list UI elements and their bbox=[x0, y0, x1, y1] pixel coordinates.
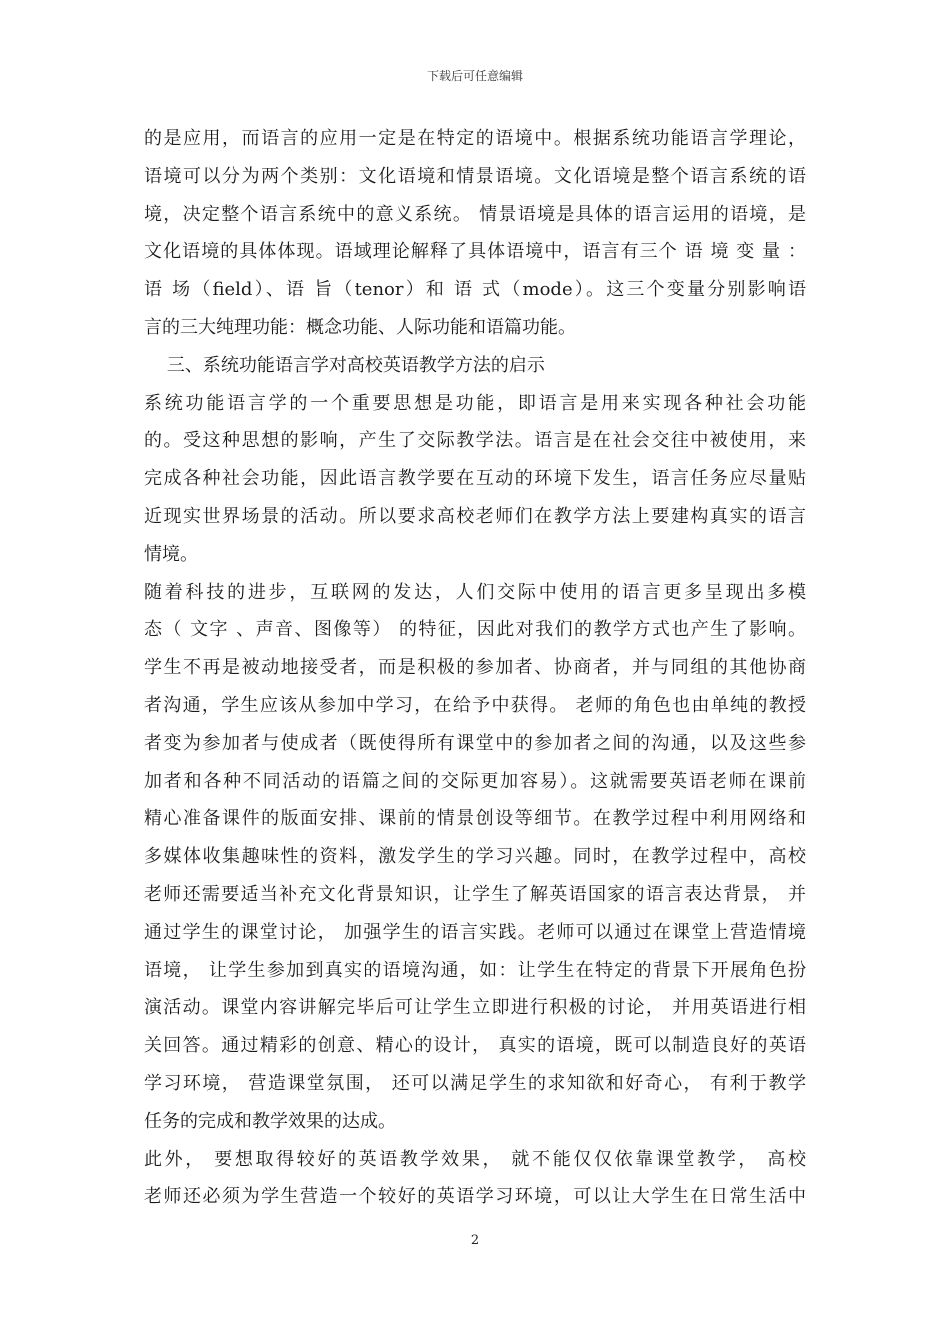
text-line: 语境可以分为两个类别：文化语境和情景语境。文化语境是整个语言系统的语 bbox=[144, 165, 806, 187]
text-line: 文化语境的具体体现。语域理论解释了具体语境中，语言有三个 语 境 变 量 ： bbox=[144, 241, 806, 263]
text-line: 近现实世界场景的活动。所以要求高校老师们在教学方法上要建构真实的语言 bbox=[144, 505, 806, 527]
page-number: 2 bbox=[470, 1233, 480, 1248]
text-line: 情境。 bbox=[144, 543, 198, 565]
text-line: 言的三大纯理功能：概念功能、人际功能和语篇功能。 bbox=[144, 316, 576, 338]
text-line: 精心准备课件的版面安排、课前的情景创设等细节。在教学过程中利用网络和 bbox=[144, 808, 806, 830]
text-line: 学生不再是被动地接受者，而是积极的参加者、协商者，并与同组的其他协商 bbox=[144, 657, 806, 679]
text-line: 者变为参加者与使成者（既使得所有课堂中的参加者之间的沟通，以及这些参 bbox=[144, 732, 806, 754]
body-text bbox=[144, 120, 806, 1216]
text-line: 的。受这种思想的影响，产生了交际教学法。语言是在社会交往中被使用，来 bbox=[144, 430, 806, 452]
text-line: 演活动。课堂内容讲解完毕后可让学生立即进行积极的讨论， 并用英语进行相 bbox=[144, 997, 806, 1019]
text-line: 任务的完成和教学效果的达成。 bbox=[144, 1110, 396, 1132]
text-line: 老师还必须为学生营造一个较好的英语学习环境，可以让大学生在日常生活中 bbox=[144, 1186, 806, 1208]
text-line: 通过学生的课堂讨论， 加强学生的语言实践。老师可以通过在课堂上营造情境 bbox=[144, 921, 806, 943]
text-line: 者沟通，学生应该从参加中学习，在给予中获得。 老师的角色也由单纯的教授 bbox=[144, 694, 806, 716]
text-line: 的是应用，而语言的应用一定是在特定的语境中。根据系统功能语言学理论， bbox=[144, 128, 806, 149]
text-line: 完成各种社会功能，因此语言教学要在互动的环境下发生，语言任务应尽量贴 bbox=[144, 468, 806, 490]
text-line: 语境， 让学生参加到真实的语境沟通，如：让学生在特定的背景下开展角色扮 bbox=[144, 959, 806, 981]
text-line: 系统功能语言学的一个重要思想是功能，即语言是用来实现各种社会功能 bbox=[144, 392, 806, 414]
text-line: 随着科技的进步，互联网的发达，人们交际中使用的语言更多呈现出多模 bbox=[144, 581, 806, 603]
text-line: 加者和各种不同活动的语篇之间的交际更加容易）。这就需要英语老师在课前 bbox=[144, 770, 806, 792]
text-line: 态（ 文字 、声音、图像等） 的特征，因此对我们的教学方式也产生了影响。 bbox=[144, 619, 806, 641]
section-heading: 三、系统功能语言学对高校英语教学方法的启示 bbox=[144, 354, 545, 376]
text-line: 关回答。通过精彩的创意、精心的设计， 真实的语境，既可以制造良好的英语 bbox=[144, 1035, 806, 1057]
text-line: 学习环境， 营造课堂氛围， 还可以满足学生的求知欲和好奇心， 有利于教学 bbox=[144, 1072, 806, 1094]
text-line: 语 场（field）、语 旨（tenor）和 语 式（mode）。这三个变量分别影响语 bbox=[144, 279, 806, 301]
header-note: 下载后可任意编辑 bbox=[426, 69, 523, 83]
text-line: 老师还需要适当补充文化背景知识，让学生了解英语国家的语言表达背景， 并 bbox=[144, 883, 806, 905]
text-line: 境，决定整个语言系统中的意义系统。 情景语境是具体的语言运用的语境，是 bbox=[144, 203, 806, 225]
text-line: 多媒体收集趣味性的资料，激发学生的学习兴趣。同时，在教学过程中，高校 bbox=[144, 846, 806, 868]
text-line: 此外， 要想取得较好的英语教学效果， 就不能仅仅依靠课堂教学， 高校 bbox=[144, 1148, 806, 1170]
